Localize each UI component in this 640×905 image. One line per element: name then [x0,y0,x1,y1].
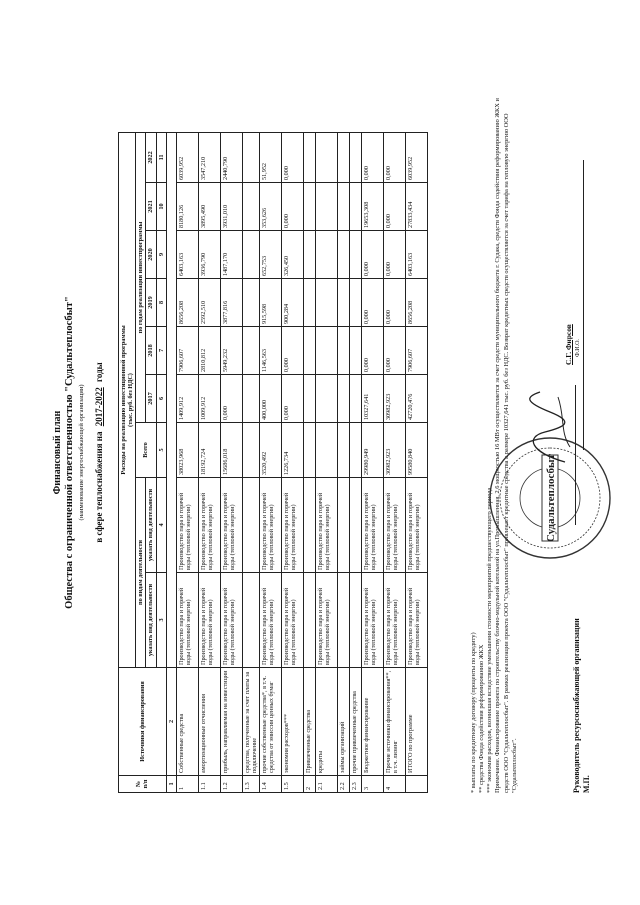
row-year-value: 27833,434 [406,183,428,231]
table-row [176,132,198,792]
footnote: * выплаты по кредитному договору (проценты по кредиту) [470,632,477,793]
row-activity-1 [304,573,316,668]
row-source-name: амортизационные отчисления [198,668,220,776]
row-year-value: 6403,163 [406,231,428,279]
row-activity-2: Производство пара и горячей воды (тепловой энергии) [406,478,428,573]
row-year-value: 0,000 [384,231,406,279]
row-year-value [242,375,259,423]
row-number: 1 [176,776,198,793]
row-year-value: 0,000 [384,279,406,327]
row-total [316,423,338,478]
col-number: 1 [166,776,176,793]
signature-scribble [520,387,580,467]
row-activity-2: Производство пара и горячей воды (тепловой энергии) [282,478,304,573]
row-year-value [338,231,350,279]
row-year-value [304,183,316,231]
row-number: 3 [362,776,384,793]
row-year-value [338,183,350,231]
table-row [304,132,316,792]
row-year-value: 0,000 [282,327,304,375]
row-total: 99580,840 [406,423,428,478]
row-year-value [316,375,338,423]
financial-plan-table [118,132,428,793]
row-total: 38023,968 [176,423,198,478]
table-row [316,132,338,792]
row-source-name: прочие привлеченные средства [350,668,362,776]
row-year-value: 0,000 [362,279,384,327]
header-year: 2017 [146,375,156,423]
row-year-value: 8656,208 [176,279,198,327]
row-year-value: 10327,641 [362,375,384,423]
header-activity-2: указать вид деятельности [146,478,156,573]
signer-name: С.Г. Фирсов [564,324,573,365]
org-caption: (наименование энергоснабжающей организации) [78,384,85,521]
row-number: 1.2 [220,776,242,793]
row-activity-1 [338,573,350,668]
signature-role: Руководитель ресурсоснабжающей организации [572,618,581,793]
row-year-value [304,327,316,375]
row-year-value [338,375,350,423]
row-year-value: 7906,607 [176,327,198,375]
row-year-value: 0,000 [362,132,384,182]
header-year: 2018 [146,327,156,375]
row-year-value [304,132,316,182]
col-number: 8 [156,279,166,327]
row-year-value [304,375,316,423]
footnote: *** экономия расходов, возникшая вследствие уменьшения стоимости мероприятий предшествующего периода [486,487,493,793]
row-number: 4 [384,776,406,793]
header-year: 2019 [146,279,156,327]
row-year-value: 3895,490 [198,183,220,231]
row-activity-1: Производство пара и горячей воды (тепловой энергии) [282,573,304,668]
row-year-value: 6403,163 [176,231,198,279]
row-number: 2.3 [350,776,362,793]
header-year: 2022 [146,132,156,182]
header-activity-1: указать вид деятельности [146,573,156,668]
row-year-value [316,183,338,231]
col-number: 5 [156,423,166,478]
row-number: 1.1 [198,776,220,793]
row-year-value [350,375,362,423]
row-year-value: 0,000 [384,327,406,375]
row-year-value: 2592,510 [198,279,220,327]
row-activity-2: Производство пара и горячей воды (тепловой энергии) [260,478,282,573]
row-source-name: ИТОГО по программе [406,668,428,776]
col-number: 4 [156,478,166,573]
col-number: 10 [156,183,166,231]
row-total: 30982,923 [384,423,406,478]
table-row [282,132,304,792]
row-year-value: 915,598 [260,279,282,327]
stamp-mark: М.П. [582,775,591,793]
row-year-value [316,132,338,182]
table-row [338,132,350,792]
row-year-value [350,279,362,327]
row-year-value [316,327,338,375]
row-year-value: 2810,812 [198,327,220,375]
row-year-value [338,327,350,375]
row-activity-2: Производство пара и горячей воды (тепловой энергии) [384,478,406,573]
period-suffix: годы [94,362,104,383]
header-total: Всего [136,423,156,478]
row-year-value [316,231,338,279]
row-source-name: Привлеченные средства [304,668,316,776]
row-year-value: 0,000 [282,375,304,423]
row-year-value [316,279,338,327]
row-year-value: 3547,210 [198,132,220,182]
col-number: 2 [166,668,176,776]
row-year-value: 30982,923 [384,375,406,423]
row-year-value: 1146,563 [260,327,282,375]
row-activity-1: Производство пара и горячей воды (тепловой энергии) [260,573,282,668]
divider-line [583,160,584,450]
row-total: 3520,492 [260,423,282,478]
row-activity-1: Производство пара и горячей воды (тепловой энергии) [406,573,428,668]
row-year-value [242,132,259,182]
row-total: 1226,734 [282,423,304,478]
row-year-value: 0,000 [282,183,304,231]
row-year-value: 3877,816 [220,279,242,327]
row-year-value [350,183,362,231]
table-row [242,132,259,792]
row-year-value: 8656,208 [406,279,428,327]
footnote: ** средства Фонда содействия реформированию ЖКХ [478,644,485,793]
signature-line [575,385,576,525]
signer-fio-caption: Ф.И.О. [575,339,581,357]
row-year-value [242,279,259,327]
row-source-name: Собственные средства [176,668,198,776]
row-activity-2 [242,478,259,573]
row-activity-1: Производство пара и горячей воды (тепловой энергии) [316,573,338,668]
row-activity-1 [350,573,362,668]
row-number: 1.4 [260,776,282,793]
row-activity-2: Производство пара и горячей воды (тепловой энергии) [316,478,338,573]
row-source-name: прочие собственные средства*, в т.ч. средства от эмиссии ценных бумаг [260,668,282,776]
row-year-value: 0,000 [384,183,406,231]
header-num: № п/п [119,776,167,793]
row-year-value: 8180,126 [176,183,198,231]
header-year: 2020 [146,231,156,279]
row-year-value [338,132,350,182]
table-row [220,132,242,792]
header-by-activity: по видам деятельности [136,478,146,668]
row-year-value: 1009,912 [198,375,220,423]
row-year-value: 6039,952 [406,132,428,182]
row-total [304,423,316,478]
row-year-value: 2440,790 [220,132,242,182]
row-activity-1: Производство пара и горячей воды (тепловой энергии) [384,573,406,668]
row-year-value [304,231,316,279]
table-row [260,132,282,792]
row-year-value: 326,450 [282,231,304,279]
row-total: 18192,724 [198,423,220,478]
row-year-value: 0,000 [384,132,406,182]
row-total: 29980,949 [362,423,384,478]
row-year-value: 900,284 [282,279,304,327]
row-year-value: 0,000 [220,375,242,423]
row-year-value [350,231,362,279]
row-year-value [242,183,259,231]
row-activity-2 [338,478,350,573]
col-number: 11 [156,132,166,182]
row-number: 2.1 [316,776,338,793]
row-total: 15686,018 [220,423,242,478]
row-year-value: 0,000 [362,327,384,375]
row-number: 2 [304,776,316,793]
row-number: 1.3 [242,776,259,793]
note-paragraph: Примечание. Финансирование проекта по строительству блочно-модульной котельной на ул.Промышленная, 2,6 мощностью 16 МВт осуществляется за счет средств муниципального бюджета г. Судака, средств Фонда содействия реформированию ЖКХ и средств ООО "Судальтеплосбыт". В рамках реализации проекта ООО "Судальтеплосбыт" привлекает кредитные средства в размере 10327,641 тыс. руб. без НДС. Возврат кредитных средств осуществляется за счет тарифа на тепловую энергию ООО "Судальтеплосбыт". [494,98,519,793]
row-year-value: 400,000 [260,375,282,423]
table-row [384,132,406,792]
row-year-value: 6039,952 [176,132,198,182]
row-activity-2: Производство пара и горячей воды (тепловой энергии) [176,478,198,573]
row-activity-1: Производство пара и горячей воды (тепловой энергии) [220,573,242,668]
row-activity-2 [350,478,362,573]
row-source-name: прибыль, направляемая на инвестиции [220,668,242,776]
header-spacer [166,132,176,667]
row-year-value: 1409,912 [176,375,198,423]
row-year-value: 0,000 [282,132,304,182]
row-activity-2: Производство пара и горячей воды (тепловой энергии) [198,478,220,573]
row-source-name: экономия расходов*** [282,668,304,776]
row-year-value: 1487,170 [220,231,242,279]
row-source-name: кредиты [316,668,338,776]
col-number: 6 [156,375,166,423]
org-name: Общества с ограниченной ответственностью "Судальтеплосбыт" [64,296,75,609]
row-activity-1: Производство пара и горячей воды (тепловой энергии) [362,573,384,668]
row-year-value: 353,626 [260,183,282,231]
row-year-value: 652,753 [260,231,282,279]
row-total [338,423,350,478]
row-number [406,776,428,793]
col-number: 9 [156,231,166,279]
row-number: 2.2 [338,776,350,793]
header-by-years: по годам реализации инвестпрограммы [136,132,146,422]
row-number: 1.5 [282,776,304,793]
table-row [198,132,220,792]
row-total [350,423,362,478]
header-source: Источники финансирования [119,668,167,776]
row-activity-1: Производство пара и горячей воды (тепловой энергии) [198,573,220,668]
row-year-value: 51,952 [260,132,282,182]
table-row [362,132,384,792]
row-year-value [350,132,362,182]
row-activity-2: Производство пара и горячей воды (тепловой энергии) [220,478,242,573]
period-prefix: в сфере теплоснабжения на [94,431,104,543]
col-number: 3 [156,573,166,668]
header-expenses-title: Расходы на реализацию инвестиционной программы [120,325,127,475]
row-year-value [350,327,362,375]
period-line [94,0,104,905]
row-year-value: 3931,010 [220,183,242,231]
row-activity-1: Производство пара и горячей воды (тепловой энергии) [176,573,198,668]
col-number: 7 [156,327,166,375]
row-year-value: 42720,476 [406,375,428,423]
row-source-name: Прочие источники финансирования**, в т.ч. лизинг [384,668,406,776]
doc-title: Финансовый план [52,410,63,495]
row-year-value: 5949,232 [220,327,242,375]
row-year-value [242,231,259,279]
row-activity-2 [304,478,316,573]
row-year-value: 7906,607 [406,327,428,375]
stamp-text: Судальтеплосбыт [545,453,557,543]
row-total [242,423,259,478]
row-year-value [304,279,316,327]
row-year-value: 19653,308 [362,183,384,231]
row-year-value: 3936,790 [198,231,220,279]
row-source-name: Бюджетное финансирование [362,668,384,776]
table-body [176,132,427,792]
table-row [350,132,362,792]
row-source-name: средства, полученные за счет платы за подключение [242,668,259,776]
row-activity-2: Производство пара и горячей воды (тепловой энергии) [362,478,384,573]
header-expenses [119,132,136,667]
header-year: 2021 [146,183,156,231]
table-row [406,132,428,792]
period-years: 2017-2022 [94,387,104,427]
row-year-value: 0,000 [362,231,384,279]
row-year-value [338,279,350,327]
row-activity-1 [242,573,259,668]
header-units: (тыс. руб. без НДС) [127,373,135,427]
row-source-name: займы организаций [338,668,350,776]
row-year-value [242,327,259,375]
